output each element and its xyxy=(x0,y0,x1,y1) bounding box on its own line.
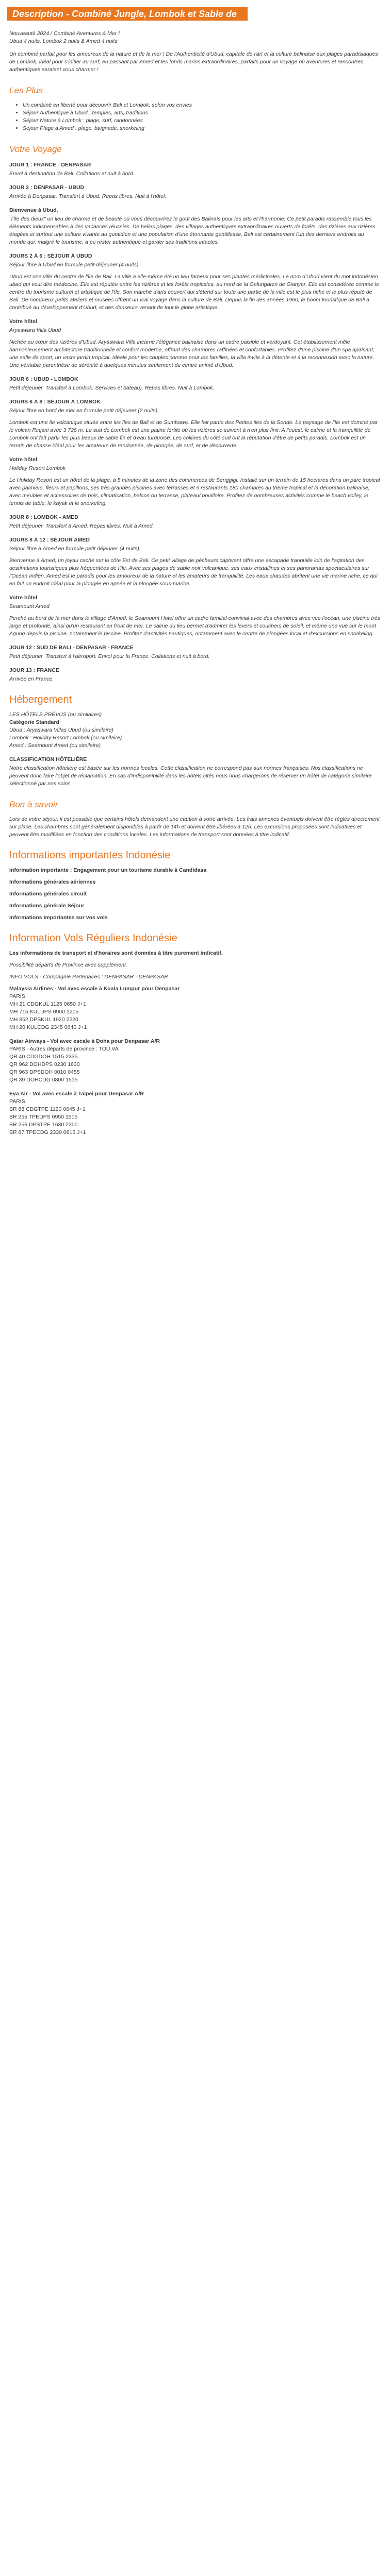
day-text: Petit déjeuner. Transfert à Amed. Repas libres. Nuit à Amed. xyxy=(9,523,154,529)
flight-group xyxy=(9,985,382,1031)
classification-title: CLASSIFICATION HÔTELIÈRE xyxy=(9,756,87,762)
voyage-days xyxy=(9,161,382,683)
plus-list xyxy=(9,101,382,132)
flight-line: MH 21 CDGKUL 1125 0650 J+1 xyxy=(9,1001,87,1007)
classification-text: Notre classification hôtelière est basée sur les normes locales. Cette classification ne correspond pas aux normes françaises. Nos classifications ne peuvent donc faire l'objet de réclamation. En cas d'indisponibilité dans les hôtels cités nous nous chargerons de réserver un hôtel de catégorie similaire sélectionné par nos soins. xyxy=(9,765,372,787)
reg-text: Les informations de transport et d'horaires sont données à titre purement indicatif. xyxy=(9,950,223,956)
imp-title: Informations importantes Indonésie xyxy=(9,850,171,861)
day-text: "l'île des dieux" un lieu de charme et de beauté où vous découvrirez le goût des Balinais pour les arts et l'harmonie. Ce petit paradis rassemble tous les éléments indispensables à des vacances réussies. De belles plages, des villages authentiques extraordinaires ouverts de forêts, des rizières aux rizières étagées et surtout une culture vivante au quotidien et une population d'une étonnante gentillesse. Bali est certainement l'un des derniers endroits au monde qui, malgré le tourisme, a pu rester authentique et garder ses traditions intactes. xyxy=(9,216,376,245)
flight-line: BR 87 TPECDG 2330 0815 J+1 xyxy=(9,1129,86,1136)
plus-title: Les Plus xyxy=(9,86,43,95)
plus-item: • Séjour Authentique à Ubud : temples, arts, traditions xyxy=(23,109,382,117)
hotel-label: Votre hôtel xyxy=(9,456,38,463)
flight-line: MH 20 KULCDG 2345 0640 J+1 xyxy=(9,1024,87,1030)
day-title: JOUR 12 : SUD DE BALI - DENPASAR - FRANCE xyxy=(9,645,134,651)
day-text: Nichée au cœur des rizières d'Ubud, Aryaswara Villa incarne l'élégance balinaise dans un cadre paisible et verdoyant. Cet établissement mêle harmonieusement architecture traditionnelle et confort moderne, offrant des chambres raffinées et confortables. Profitez d'une piscine d'un spa apaisant, une salle de sport, un vaste jardin tropical. Idéale pour les couples comme pour les familles, la villa invite à la détente et à la reconnexion avec la nature. Une véritable parenthèse de sérénité à quelques minutes seulement du centre animé d'Ubud. xyxy=(9,339,374,368)
day-title: Bienvenue à Ubud, xyxy=(9,207,58,213)
flight-group xyxy=(9,1090,382,1137)
day-text: Envol à destination de Bali. Collations et nuit à bord. xyxy=(9,171,135,177)
day-text: Petit déjeuner. Transfert à l'aéroport. Envol pour la France. Collations et nuit à bord. xyxy=(9,653,210,659)
hotel-name: Aryaswara Villa Ubud xyxy=(9,327,61,333)
banner-title: Description - Combiné Jungle, Lombok et Sable de Bali xyxy=(7,7,248,21)
day-text: Séjour libre en bord de mer en formule petit déjeuner (2 nuits). xyxy=(9,408,159,414)
flight-line: PARIS - Autres départs de province : TOU VA xyxy=(9,1046,119,1052)
flight-group-title: Qatar Airways - Vol avec escale à Doha pour Denpasar A/R xyxy=(9,1038,160,1044)
day-text: Ubud est une ville du centre de l'île de Bali. La ville a elle-même été un lieu fameux pour ses plantes médicinales. Le nom d'Ubud vient du mot indonésien ubad qui veut dire médecine. Elle est réputée entre les rizières et les forêts tropicales, au nord de la Galungaten de Gianyar. Elle est considérée comme le centre du tourisme culturel et artistique de l'île. Son marché d'arts couvert qui s'étend sur toute une partie de la ville est le plus riche et le plus réputé de Bali. De nombreux petits ateliers et musées offrent un vrai voyage dans la culture de Bali. Depuis la fin des années 1960, le boom touristique de Bali a contribué au développement d'Ubud, et des danseurs venant de tout le globe artistique. xyxy=(9,274,379,311)
day-title: JOURS 2 À 6 : SÉJOUR À UBUD xyxy=(9,253,92,259)
day-text: Bienvenue à Amed, un joyau caché sur la côte Est de Bali. Ce petit village de pêcheurs captivant offre une escapade tranquille loin de l'agitation des destinations touristiques plus fréquentées de l'île. Avec ses plages de sable noir volcanique, ses eaux cristallines et ses panoramas spectaculaires sur l'Océan Indien, Amed est le paradis pour les amoureux de la nature et les amateurs de tranquillité. Les eaux chaudes abritent une vie marine riche, ce qui en fait un endroit idéal pour la plongée en apnée et la plongée sous-marine. xyxy=(9,557,378,587)
hebergement-title: Hébergement xyxy=(9,694,72,705)
day-title: JOURS 6 À 8 : SÉJOUR À LOMBOK xyxy=(9,399,101,405)
hebergement-line: Ubud : Aryaswara Villas Ubud (ou similaire) xyxy=(9,727,113,733)
flight-line: BR 88 CDGTPE 1120 0645 J+1 xyxy=(9,1106,86,1112)
day-title: JOUR 13 : FRANCE xyxy=(9,667,59,673)
flight-line: PARIS xyxy=(9,1098,25,1105)
hotel-name: Holiday Resort Lombok xyxy=(9,465,66,471)
day-text: Perché au bord de la mer dans le village d'Amed, le Seamount Hotel offre un cadre familial convivial avec des chambres avec vue l'océan, une piscine très large et profonde, ainsi qu'un restaurant en front de mer. Le calme du lieu permet d'admirer les levers et couchers de soleil, et même une vue sur le mont Agung depuis la piscine, notamment le piscine. Profitez d'activités nautiques, notamment avec le centre de plongées local et d'excursions en snorkeling. xyxy=(9,615,380,637)
day-text: Arrivée à Denpasar. Transfert à Ubud. Repas libres. Nuit à l'hôtel. xyxy=(9,193,167,199)
day-text: Lombok est une île volcanique située entre les îles de Bali et de Sumbawa. Elle fait partie des Petites îles de la Sonde. Le paysage de l'île est dominé par le volcan Rinjani avec 3 726 m. Le sud de Lombok est une plaine fertile où les rizières se suivent à n'en plus finir. A l'ouest, le calme et la tranquillité de Lombok ont fait partir les plus beaux de sable fin et d'eau turquoise. Les collines du côté sud ont la réputation d'être de petits paradis. Lombok est un terrain de chasse idéal pour les amateurs de randonnée, de plongée, de surf, et de découverte. xyxy=(9,419,378,449)
hotel-name: Seamount Amed xyxy=(9,603,50,609)
voyage-title: Votre Voyage xyxy=(9,144,62,154)
reg-text: Possibilité départs de Province avec supplément. xyxy=(9,962,127,968)
hebergement-line: Amed : Seamount Amed (ou similaire) xyxy=(9,742,101,749)
intro-line-1: Nouveauté 2024 / Combiné Aventures & Mer ! xyxy=(9,30,120,37)
day-text: Séjour libre à Ubud en formule petit-déjeuner (4 nuits). xyxy=(9,262,140,268)
day-title: JOURS 8 À 12 : SÉJOUR AMED xyxy=(9,537,90,543)
intro-line-2: Ubud 4 nuits, Lombok 2 nuits & Amed 4 nuits xyxy=(9,38,118,44)
content xyxy=(0,30,391,1137)
flight-line: QR 963 DPSDOH 0010 0455 xyxy=(9,1069,80,1075)
day-title: JOUR 6 : UBUD - LOMBOK xyxy=(9,376,78,382)
reg-title: Information Vols Réguliers Indonésie xyxy=(9,933,177,944)
day-text: Petit déjeuner. Transfert à Lombok. Services et bateau). Repas libres. Nuit à Lombok. xyxy=(9,385,215,391)
day-text: Séjour libre à Amed en formule petit déjeuner (4 nuits). xyxy=(9,546,141,552)
hebergement-line: Catégorie Standard xyxy=(9,719,59,725)
imp-subtitle: Informations générales aériennes xyxy=(9,879,96,885)
plus-item: • Un combiné en liberté pour découvrir Bali et Lombok, selon vos envies xyxy=(23,101,382,109)
flight-line: QR 39 DOHCDG 0800 1515 xyxy=(9,1077,78,1083)
day-text: Le Holiday Resort est un hôtel de la plage, à 5 minutes de la zone des commerces de Senggigi. Installé sur un terrain de 15 hectares dans un parc tropical avec palmiers, fleurs et papillons, ses très grandes piscines avec terrasses et 5 restaurants 180 chambres au thème tropical et la décoration balinaise, avec meubles et accessoires de bois, climatisation, balcon ou terrasse, plateau/ bouilloire. Profitez de nombreuses activités comme le beach volley, le tennis de table, le kayak et le snorkeling. xyxy=(9,477,380,506)
hotel-label: Votre hôtel xyxy=(9,595,38,601)
flight-group-title: Eva Air - Vol avec escale à Taipei pour Denpasar A/R xyxy=(9,1091,144,1097)
day-title: JOUR 1 : FRANCE - DENPASAR xyxy=(9,162,91,168)
imp-subtitle: Information importante : Engagement pour un tourisme durable à Candidasa xyxy=(9,867,207,873)
imp-subtitle: Informations générale Séjour xyxy=(9,903,85,909)
flight-line: QR 962 DOHDPS 0230 1630 xyxy=(9,1061,80,1067)
flight-line: MH 852 DPSKUL 1920 2220 xyxy=(9,1016,78,1023)
flight-line: PARIS xyxy=(9,993,25,999)
bon-title: Bon à savoir xyxy=(9,800,58,809)
flight-line: QR 40 CDGDOH 1515 2335 xyxy=(9,1054,78,1060)
hebergement-line: Lombok : Holiday Resort Lombok (ou similaire) xyxy=(9,735,122,741)
imp-subtitle: Informations importantes sur vos vols xyxy=(9,914,108,921)
flight-line: BR 256 DPSTPE 1630 2200 xyxy=(9,1122,78,1128)
flight-line: BR 255 TPEDPS 0950 1515 xyxy=(9,1114,78,1120)
plus-item: • Séjour Plage à Amed : plage, baignade, snorkeling xyxy=(23,125,382,132)
day-text: Arrivée en France. xyxy=(9,676,54,682)
bon-text: Lors de votre séjour, il est possible que certains hôtels demandent une caution à votre arrivée. Les frais annexes éventuels doivent être réglés directement sur place. Les chambres sont généralement disponibles à partir de 14h et doivent être libérées à 12h. Les excursions proposées sont indicatives et peuvent être modifiées en fonction des conditions locales. Les informations de transport sont données à titre indicatif. xyxy=(9,816,380,838)
plus-item: • Séjour Nature à Lombok : plage, surf, randonnées xyxy=(23,117,382,125)
imp-subtitle: Informations générales circuit xyxy=(9,891,87,897)
hebergement-line: LES HÔTELS PRÉVUS (ou similaires) xyxy=(9,711,102,718)
flight-group xyxy=(9,1038,382,1084)
flights-title: INFO VOLS - Compagnie Partenaires : DENPASAR - DENPASAR xyxy=(9,974,168,980)
flight-line: MH 715 KULDPS 0900 1205 xyxy=(9,1009,79,1015)
intro-paragraph: Un combiné parfait pour les amoureux de la nature et de la mer ! De l'Authenticité d'Ubud, capitale de l'art et la culture balinaise aux plages paradisiaques de Lombok, idéal pour s'initier au surf, en passant par Amed et les fonds marins extraordinaires, parfaits pour un voyage où aventures et rencontres authentiques seraient vous charmer ! xyxy=(9,51,378,73)
day-title: JOUR 2 : DENPASAR - UBUD xyxy=(9,184,85,191)
day-title: JOUR 8 : LOMBOK - AMED xyxy=(9,514,78,520)
hotel-label: Votre hôtel xyxy=(9,318,38,325)
flight-group-title: Malaysia Airlines - Vol avec escale à Kuala Lumpur pour Denpasar xyxy=(9,986,180,992)
page xyxy=(0,0,391,1143)
